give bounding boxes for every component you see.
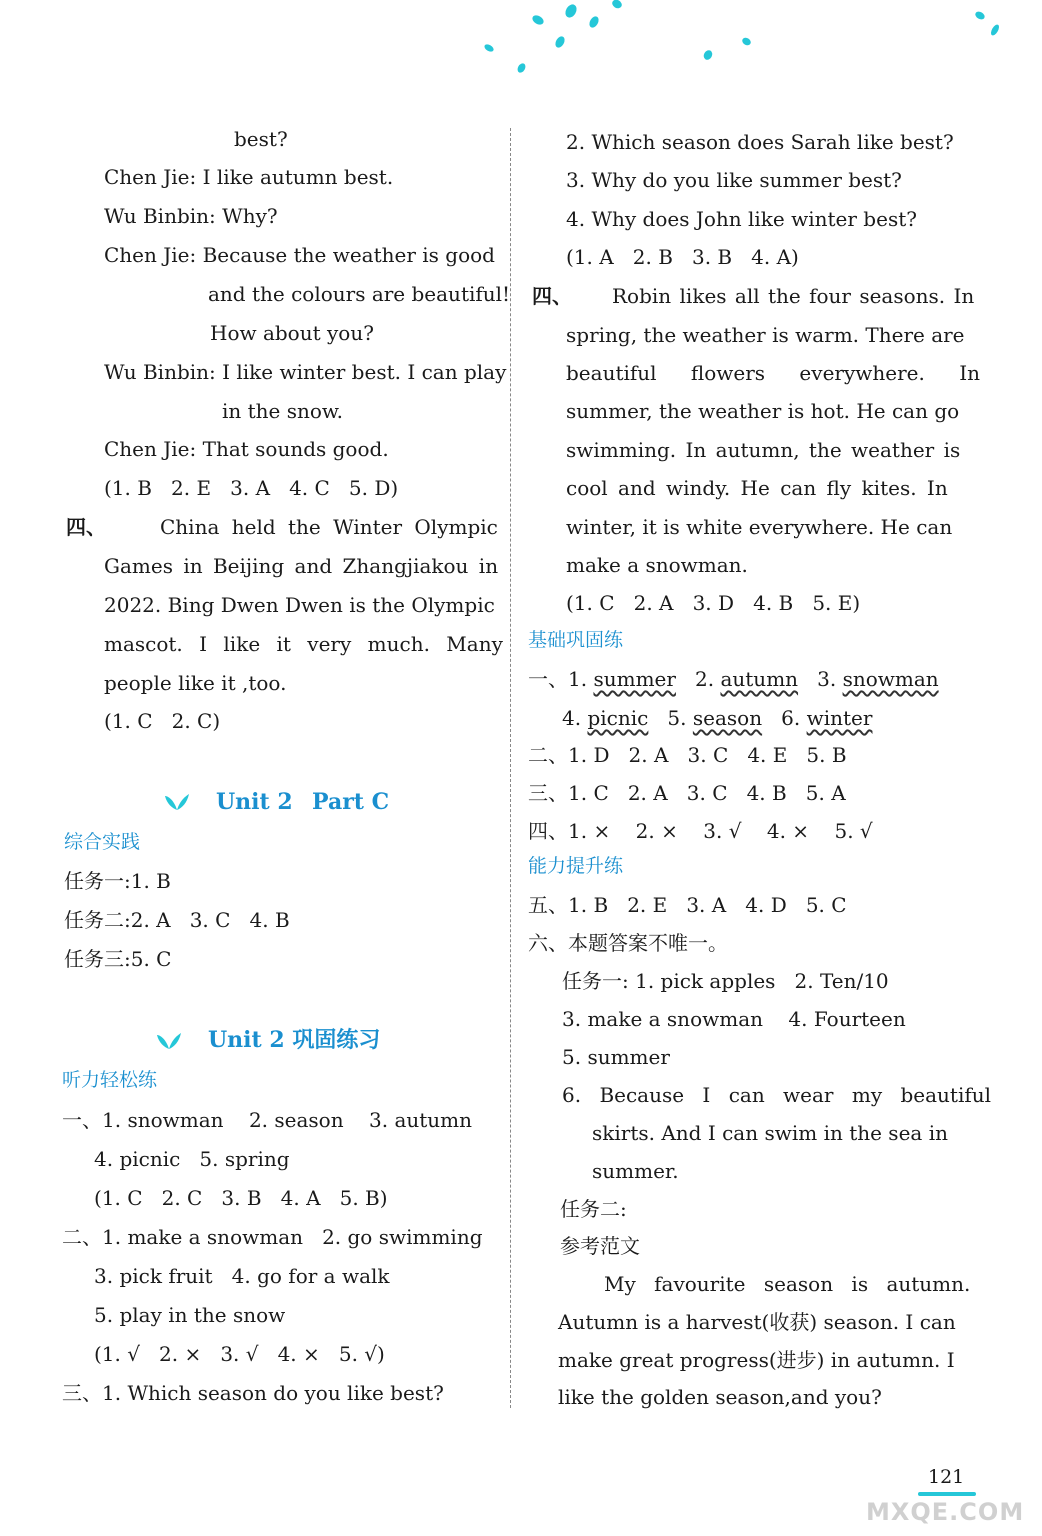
item-number: 4.: [562, 706, 582, 730]
vocab-word: season: [692, 706, 763, 730]
answer-line: 二、1. make a snowman 2. go swimming: [62, 1225, 483, 1249]
unit-part: Part C: [312, 789, 390, 815]
vocab-word: autumn: [720, 667, 799, 691]
watermark: MXQE.COM: [866, 1498, 1025, 1526]
text-line: 3. Why do you like summer best?: [566, 168, 902, 192]
text-line: mascot. I like it very much. Many: [104, 632, 503, 656]
text-line: like the golden season,and you?: [558, 1385, 882, 1409]
answer-line: 4. picnic 5. spring: [94, 1147, 290, 1171]
item-number: 6.: [781, 706, 801, 730]
text-line: make a snowman.: [566, 553, 748, 577]
text-line: Chen Jie: I like autumn best.: [104, 165, 394, 189]
answer-line: (1. C 2. C): [104, 709, 221, 733]
vocab-word: winter: [806, 706, 873, 730]
answer-line: (1. C 2. A 3. D 4. B 5. E): [566, 591, 861, 615]
text-line: Chen Jie: That sounds good.: [104, 437, 389, 461]
text-line: How about you?: [210, 321, 374, 345]
answer-line: 任务二:2. A 3. C 4. B: [64, 908, 290, 932]
text-line: summer.: [592, 1159, 679, 1183]
text-line: make great progress(进步) in autumn. I: [558, 1348, 955, 1372]
answer-line: 3. pick fruit 4. go for a walk: [94, 1264, 390, 1288]
vocab-word: picnic: [587, 706, 649, 730]
answer-line: 5. play in the snow: [94, 1303, 286, 1327]
row-label: 一、1.: [528, 667, 588, 691]
text-line: skirts. And I can swim in the sea in: [592, 1121, 948, 1145]
text-line: Chen Jie: Because the weather is good: [104, 243, 495, 267]
answer-line: [562, 705, 872, 731]
item-number: 5.: [667, 706, 687, 730]
answer-line: 任务二:: [560, 1197, 627, 1221]
text-line: best?: [234, 127, 288, 151]
answer-line: 二、1. D 2. A 3. C 4. E 5. B: [528, 743, 847, 767]
text-line: beautiful flowers everywhere. In: [566, 361, 980, 385]
question-number: 四、: [532, 284, 572, 308]
text-line: My favourite season is autumn.: [604, 1272, 971, 1296]
answer-line: 3. make a snowman 4. Fourteen: [562, 1007, 906, 1031]
page-number: 121: [928, 1466, 965, 1488]
section-heading: 综合实践: [64, 831, 141, 853]
leaf-icon: [156, 1029, 182, 1051]
page-number-underline: [918, 1492, 976, 1496]
answer-line: 三、1. Which season do you like best?: [62, 1381, 444, 1405]
answer-line: [528, 666, 939, 692]
answer-line: (1. C 2. C 3. B 4. A 5. B): [94, 1186, 388, 1210]
answer-line: (1. A 2. B 3. B 4. A): [566, 245, 799, 269]
text-line: summer, the weather is hot. He can go: [566, 399, 960, 423]
answer-line: 一、1. snowman 2. season 3. autumn: [62, 1108, 473, 1132]
answer-line: 任务一: 1. pick apples 2. Ten/10: [562, 969, 889, 993]
text-line: 参考范文: [560, 1234, 640, 1258]
item-number: 2.: [695, 667, 715, 691]
text-line: and the colours are beautiful!: [208, 282, 511, 306]
text-line: 2. Which season does Sarah like best?: [566, 130, 954, 154]
text-line: cool and windy. He can fly kites. In: [566, 476, 948, 500]
question-number: 四、: [66, 515, 106, 539]
answer-line: 任务三:5. C: [64, 947, 172, 971]
text-line: China held the Winter Olympic: [160, 515, 498, 539]
text-line: 6. Because I can wear my beautiful: [562, 1083, 992, 1107]
text-line: in the snow.: [222, 399, 344, 423]
text-line: Robin likes all the four seasons. In: [612, 284, 975, 308]
column-divider: [510, 128, 511, 1408]
text-line: winter, it is white everywhere. He can: [566, 515, 953, 539]
text-line: 4. Why does John like winter best?: [566, 207, 917, 231]
answer-line: 四、1. × 2. × 3. √ 4. × 5. √: [528, 819, 873, 843]
vocab-word: snowman: [842, 667, 939, 691]
text-line: swimming. In autumn, the weather is: [566, 438, 961, 462]
answer-line: 六、本题答案不唯一。: [528, 931, 728, 955]
text-line: 2022. Bing Dwen Dwen is the Olympic: [104, 593, 495, 617]
leaf-icon: [164, 790, 190, 812]
answer-line: (1. √ 2. × 3. √ 4. × 5. √): [94, 1342, 385, 1366]
text-line: Games in Beijing and Zhangjiakou in: [104, 554, 499, 578]
unit-heading: Unit 2 巩固练习: [208, 1027, 381, 1053]
answer-line: 三、1. C 2. A 3. C 4. B 5. A: [528, 781, 846, 805]
item-number: 3.: [817, 667, 837, 691]
text-line: spring, the weather is warm. There are: [566, 323, 965, 347]
text-line: Wu Binbin: I like winter best. I can play: [104, 360, 507, 384]
answer-line: 5. summer: [562, 1045, 670, 1069]
section-heading: 基础巩固练: [528, 629, 624, 651]
text-line: people like it ,too.: [104, 671, 287, 695]
vocab-word: summer: [593, 667, 676, 691]
text-line: Autumn is a harvest(收获) season. I can: [558, 1310, 956, 1334]
section-heading: 能力提升练: [528, 855, 624, 877]
answer-line: 任务一:1. B: [64, 869, 171, 893]
answer-line: (1. B 2. E 3. A 4. C 5. D): [104, 476, 399, 500]
text-line: Wu Binbin: Why?: [104, 204, 278, 228]
unit-heading: Unit 2: [216, 789, 293, 815]
answer-line: 五、1. B 2. E 3. A 4. D 5. C: [528, 893, 847, 917]
section-heading: 听力轻松练: [62, 1069, 158, 1091]
